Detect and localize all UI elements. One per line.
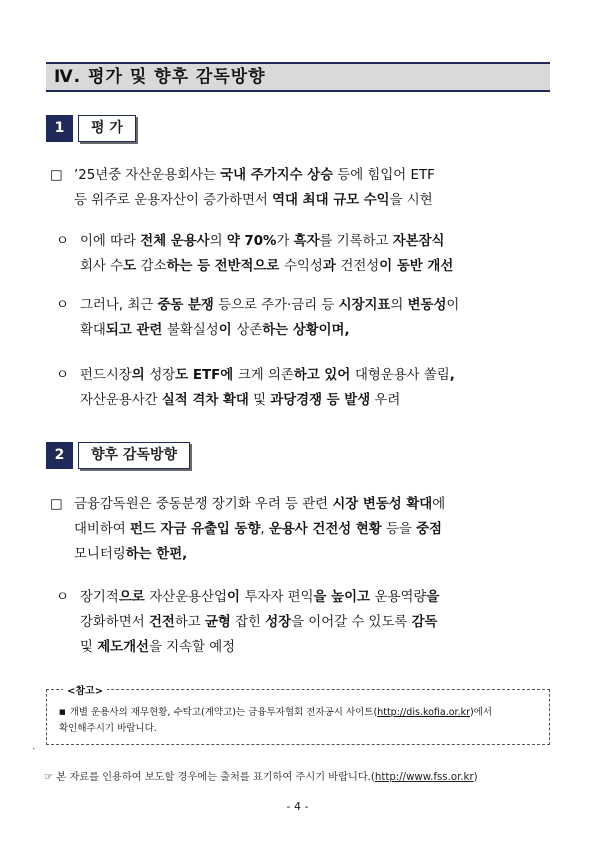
emphasized-text: 변동성 [407,298,447,313]
emphasized-text: 하는 등 전반적으로 [166,259,285,274]
body-text: 상존 [236,323,263,338]
emphasized-text: 자본잠식 [392,234,445,249]
emphasized-text: 이 [226,590,245,605]
emphasized-text: 건전 [148,615,175,630]
body-text: 이 [446,298,460,313]
stray-mark: ` [32,748,37,758]
reference-line-1-end: )에서 [470,707,493,718]
body-text: 을 지속할 예정 [148,640,236,655]
body-text: 가 [276,234,294,249]
circle-bullet: ㅇ [56,590,69,605]
emphasized-text: 중동 분쟁 [157,298,214,313]
body-text: 등 위주로 운용자산이 증가하면서 [74,193,273,208]
fss-link[interactable]: http://www.fss.or.kr [374,772,474,783]
body-text: 이에 따라 [80,234,141,249]
body-text: 등으로 주가·금리 등 [213,298,339,313]
paragraph-1 [50,163,435,213]
body-text: , [260,522,269,537]
subsection-label: 평 가 [78,115,136,142]
body-text: 장기적 [80,590,119,605]
subsection-number: 1 [46,115,73,142]
body-text: 투자자 편익 [244,590,314,605]
body-text: 에 [432,497,446,512]
body-text: 우려 [370,393,401,408]
emphasized-text: 하는 상황이며, [262,323,350,338]
citation-footnote [44,768,478,783]
emphasized-text: , [449,368,455,383]
circle-bullet: ㅇ [56,368,69,383]
paragraph-line [80,254,453,279]
paragraph-6 [56,585,439,660]
pointing-hand-icon: ☞ [44,772,54,783]
body-text: 및 [80,640,98,655]
emphasized-text: 의 [131,368,150,383]
emphasized-text: 을 [426,590,440,605]
subsection-number: 2 [46,442,73,469]
emphasized-text: 도 ETF에 [175,368,238,383]
body-text: 하고 [174,615,205,630]
body-text: 등을 [381,522,417,537]
emphasized-text: 시장 변동성 확대 [332,497,433,512]
reference-line-2: 확인해주시기 바랍니다. [59,723,157,734]
paragraph-5 [50,492,445,567]
body-text: 불확실성 [166,323,219,338]
body-text: 펀드시장 [80,368,132,383]
emphasized-text: 운용사 건전성 현황 [268,522,382,537]
emphasized-text: 시장지표 [338,298,391,313]
body-text: ’25년중 자산운용회사는 [74,168,221,183]
emphasized-text: 성장 [265,615,292,630]
paragraph-4 [56,363,455,413]
body-text: 를 기록하고 [319,234,393,249]
subsection-2-header [46,442,190,469]
emphasized-text: 도 [123,259,141,274]
emphasized-text: 균형 [204,615,231,630]
body-text: 강화하면서 [80,615,149,630]
body-text: 대비하여 [74,522,130,537]
body-text: 운용역량 [374,590,427,605]
kofia-link[interactable]: http://dis.kofia.or.kr [377,707,471,718]
paragraph-line [74,163,435,188]
reference-line-1: 개별 운용사의 재무현황, 수탁고(계약고)는 금융투자협회 전자공시 사이트( [69,707,378,718]
emphasized-text: 으로 [118,590,150,605]
emphasized-text: 과당경쟁 등 발생 [270,393,371,408]
square-bullet: □ [50,168,63,183]
body-text: 확대 [80,323,106,338]
body-text: 등에 힘입어 ETF [333,168,435,183]
emphasized-text: 감독 [411,615,438,630]
emphasized-text: 하고 있어 [293,368,355,383]
emphasized-text: 이 [218,323,237,338]
body-text: 수익성 [284,259,323,274]
emphasized-text: 되고 관련 [105,323,167,338]
body-text: 을 시현 [389,193,433,208]
body-text: 건전성 [340,259,380,274]
emphasized-text: 과 [322,259,341,274]
paragraph-line [74,188,435,213]
body-text: 자산운용사간 [80,393,162,408]
body-text: 모니터링 [74,547,126,562]
footnote-close: ) [473,772,478,783]
emphasized-text: 실적 격차 확대 [161,393,249,408]
square-bullet: □ [50,497,63,512]
square-bullet-icon: ■ [59,708,66,716]
paragraph-2 [56,229,453,279]
emphasized-text: 흑자 [293,234,320,249]
emphasized-text: 이 동반 개선 [379,259,454,274]
body-text: 회사 수 [80,259,124,274]
body-text: 감소 [140,259,167,274]
body-text: 을 이어갈 수 있도록 [291,615,412,630]
emphasized-text: 국내 주가지수 상승 [220,168,334,183]
paragraph-line [74,492,445,517]
circle-bullet: ㅇ [56,298,69,313]
body-text: 크게 의존 [237,368,294,383]
paragraph-line [80,610,439,635]
reference-title: <참고> [63,682,107,697]
emphasized-text: 을 높이고 [313,590,375,605]
paragraph-line [80,585,439,610]
subsection-1-header [46,115,136,142]
body-text: 그러나, 최근 [80,298,158,313]
reference-text [59,704,539,737]
emphasized-text: 하는 한편, [125,547,188,562]
reference-box [46,686,550,745]
body-text: 의 [390,298,408,313]
paragraph-line [80,318,459,343]
emphasized-text: 펀드 자금 유출입 동향 [130,522,261,537]
paragraph-line [80,293,459,318]
body-text: 대형운용사 쏠림 [354,368,450,383]
emphasized-text: 역대 최대 규모 수익 [272,193,390,208]
paragraph-line [80,635,439,660]
paragraph-line [74,517,445,542]
emphasized-text: 약 70% [226,234,277,249]
page-number: - 4 - [286,800,309,813]
body-text: 및 [248,393,271,408]
paragraph-line [80,229,453,254]
emphasized-text: 중점 [416,522,442,537]
body-text: 잡힌 [230,615,266,630]
body-text: 자산운용산업 [149,590,227,605]
body-text: 의 [209,234,227,249]
emphasized-text: 제도개선 [97,640,149,655]
paragraph-line [80,363,455,388]
circle-bullet: ㅇ [56,234,69,249]
paragraph-line [74,542,445,567]
body-text: 성장 [149,368,176,383]
emphasized-text: 전체 운용사 [140,234,210,249]
footnote-text: 본 자료를 인용하여 보도할 경우에는 출처를 표기하여 주시기 바랍니다.( [53,772,375,783]
paragraph-3 [56,293,459,343]
subsection-label: 향후 감독방향 [78,442,190,469]
body-text: 금융감독원은 중동분쟁 장기화 우려 등 관련 [74,497,333,512]
paragraph-line [80,388,455,413]
section-title: Ⅳ. 평가 및 향후 감독방향 [46,62,550,92]
